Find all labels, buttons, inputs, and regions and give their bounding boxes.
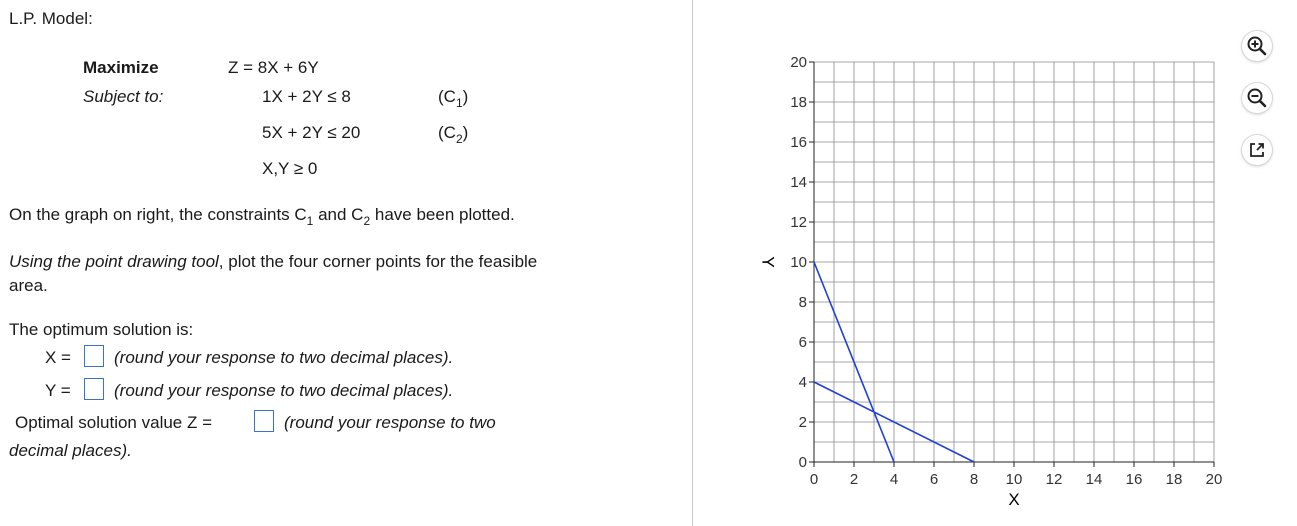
page-title: L.P. Model: <box>9 9 93 28</box>
x-tick-label: 8 <box>969 471 979 488</box>
y-tick-label: 18 <box>790 94 807 111</box>
y-tick-label: 2 <box>798 414 807 431</box>
y-tick-label: 10 <box>790 254 807 271</box>
x-tick-label: 10 <box>1005 471 1023 488</box>
z-label: Optimal solution value Z = <box>15 413 213 432</box>
constraint-c2-expression: 5X + 2Y ≤ 20 <box>262 123 361 142</box>
y-tick-label: 6 <box>798 334 807 351</box>
y-answer-input[interactable] <box>84 378 104 400</box>
lp-graph[interactable] <box>740 0 1240 526</box>
z-rounding-hint-wrap: decimal places). <box>9 441 132 460</box>
y-tick-label: 0 <box>798 454 807 471</box>
constraint-c1-label: $(C_1)$ <box>438 87 469 110</box>
graph-ticks <box>790 54 1222 488</box>
x-tick-label: 16 <box>1125 471 1143 488</box>
y-label: Y = <box>45 381 71 400</box>
zoom-in-icon <box>1246 35 1268 57</box>
x-tick-label: 18 <box>1165 471 1183 488</box>
y-tick-label: 14 <box>790 174 807 191</box>
instruction-constraints-plotted: On the graph on right, the constraints $C_1$ and $C_2$ have been plotted. <box>9 205 515 228</box>
y-axis-label: Y <box>758 256 778 268</box>
y-tick-label: 16 <box>790 134 807 151</box>
solution-heading: The optimum solution is: <box>9 320 194 339</box>
y-tick-label: 4 <box>798 374 807 391</box>
x-label: X = <box>45 348 71 367</box>
objective-function: Z = 8X + 6Y <box>228 58 319 77</box>
x-tick-label: 12 <box>1045 471 1063 488</box>
constraint-c1-expression: 1X + 2Y ≤ 8 <box>262 87 351 106</box>
panel-divider <box>692 0 693 526</box>
instruction-plot-points-wrap: area. <box>9 276 48 295</box>
nonnegativity-constraint: X,Y ≥ 0 <box>262 159 318 178</box>
y-tick-label: 12 <box>790 214 807 231</box>
popout-button[interactable] <box>1242 135 1272 165</box>
zoom-out-button[interactable] <box>1242 83 1272 113</box>
popout-icon <box>1246 139 1268 161</box>
y-tick-label: 20 <box>790 54 807 71</box>
zoom-out-icon <box>1246 87 1268 109</box>
z-answer-input[interactable] <box>254 410 274 432</box>
maximize-label: Maximize <box>83 58 159 77</box>
x-tick-label: 20 <box>1205 471 1223 488</box>
y-rounding-hint: (round your response to two decimal places). <box>114 381 454 400</box>
zoom-in-button[interactable] <box>1242 31 1272 61</box>
x-tick-label: 14 <box>1085 471 1103 488</box>
x-axis-label: X <box>1008 490 1020 509</box>
x-rounding-hint: (round your response to two decimal places). <box>114 348 454 367</box>
instruction-plot-points: Using the point drawing tool, plot the four corner points for the feasible <box>9 252 538 271</box>
graph-grid <box>814 62 1214 462</box>
x-tick-label: 2 <box>849 471 859 488</box>
x-tick-label: 0 <box>809 471 819 488</box>
x-tick-label: 6 <box>929 471 939 488</box>
y-tick-label: 8 <box>798 294 807 311</box>
x-answer-input[interactable] <box>84 345 104 367</box>
x-tick-label: 4 <box>889 471 899 488</box>
subject-to-label: Subject to: <box>83 87 164 106</box>
z-rounding-hint: (round your response to two <box>284 413 496 432</box>
constraint-c2-label: $(C_2)$ <box>438 123 469 146</box>
